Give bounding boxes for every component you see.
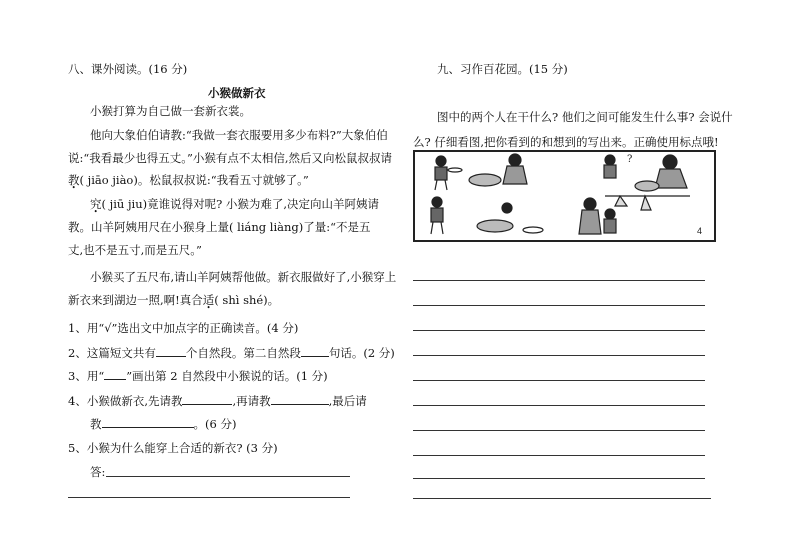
answer-label: 答: bbox=[90, 465, 106, 479]
story-paragraph-3-line-2: 教。山羊阿姨用尺在小猴身上量( liáng liàng)了量:“不是五 bbox=[68, 220, 371, 234]
answer-line-2[interactable] bbox=[68, 497, 350, 498]
comic-drawing bbox=[415, 152, 714, 240]
question-5: 5、小猴为什么能穿上合适的新衣? (3 分) bbox=[68, 441, 278, 455]
dotted-char-jiao: 教 bbox=[68, 173, 80, 187]
story-paragraph-3-line-3: 丈,也不是五寸,而是五尺。” bbox=[68, 243, 202, 257]
answer-blank-first-ask[interactable] bbox=[182, 393, 232, 405]
answer-blank-sentence-count[interactable] bbox=[301, 345, 329, 357]
writing-line[interactable] bbox=[413, 330, 705, 331]
svg-text:?: ? bbox=[627, 154, 633, 165]
story-paragraph-1: 小猴打算为自己做一套新衣裳。 bbox=[90, 104, 251, 118]
answer-blank-paragraph-count[interactable] bbox=[156, 345, 186, 357]
story-paragraph-2-line-3: 教( jiāo jiào)。松鼠叔叔说:“我看五寸就够了。” bbox=[68, 173, 309, 187]
writing-line[interactable] bbox=[413, 405, 705, 406]
writing-line[interactable] bbox=[413, 478, 705, 479]
writing-line[interactable] bbox=[413, 455, 705, 456]
writing-prompt-line-2: 么? 仔细看图,把你看到的和想到的写出来。正确使用标点哦! bbox=[413, 135, 719, 149]
answer-line-1[interactable] bbox=[106, 476, 350, 477]
writing-line[interactable] bbox=[413, 430, 705, 431]
story-paragraph-4-line-1: 小猴买了五尺布,请山羊阿姨帮他做。新衣服做好了,小猴穿上 bbox=[90, 270, 397, 284]
panel-number: 4 bbox=[697, 226, 703, 236]
writing-prompt-line-1: 图中的两个人在干什么? 他们之间可能发生什么事? 会说什 bbox=[437, 110, 733, 124]
story-paragraph-3-line-1: 究( jiū jiu)竟谁说得对呢? 小猴为难了,决定向山羊阿姨请 bbox=[90, 197, 380, 211]
question-2: 2、这篇短文共有 个自然段。第二自然段 句话。(2 分) bbox=[68, 346, 395, 360]
reading-section-title: 八、课外阅读。(16 分) bbox=[68, 62, 188, 76]
question-4-line-1: 4、小猴做新衣,先请教 ,再请教 ,最后请 bbox=[68, 394, 367, 408]
writing-line[interactable] bbox=[413, 280, 705, 281]
writing-line[interactable] bbox=[413, 498, 711, 499]
question-1: 1、用“√”选出文中加点字的正确读音。(4 分) bbox=[68, 321, 299, 335]
question-4-line-2: 教 。(6 分) bbox=[90, 417, 237, 431]
dotted-char-jiu: 究 bbox=[90, 197, 102, 211]
underline-sample bbox=[104, 368, 126, 380]
dotted-char-shi: 适 bbox=[202, 293, 215, 307]
story-title: 小猴做新衣 bbox=[208, 86, 266, 100]
writing-line[interactable] bbox=[413, 380, 705, 381]
answer-blank-second-ask[interactable] bbox=[271, 393, 329, 405]
story-paragraph-4-line-2: 新衣来到湖边一照,啊!真合适( shì shé)。 bbox=[68, 293, 280, 307]
story-paragraph-2-line-1: 他向大象伯伯请教:“我做一套衣服要用多少布料?”大象伯伯 bbox=[90, 128, 388, 142]
writing-section-title: 九、习作百花园。(15 分) bbox=[437, 62, 568, 76]
story-paragraph-2-line-2: 说:“我看最少也得五丈。”小猴有点不太相信,然后又向松鼠叔叔请 bbox=[68, 151, 393, 165]
writing-line[interactable] bbox=[413, 355, 705, 356]
writing-line[interactable] bbox=[413, 305, 705, 306]
question-3: 3、用“ ”画出第 2 自然段中小猴说的话。(1 分) bbox=[68, 369, 328, 383]
comic-illustration bbox=[413, 150, 716, 242]
answer-blank-last-ask[interactable] bbox=[102, 416, 194, 428]
